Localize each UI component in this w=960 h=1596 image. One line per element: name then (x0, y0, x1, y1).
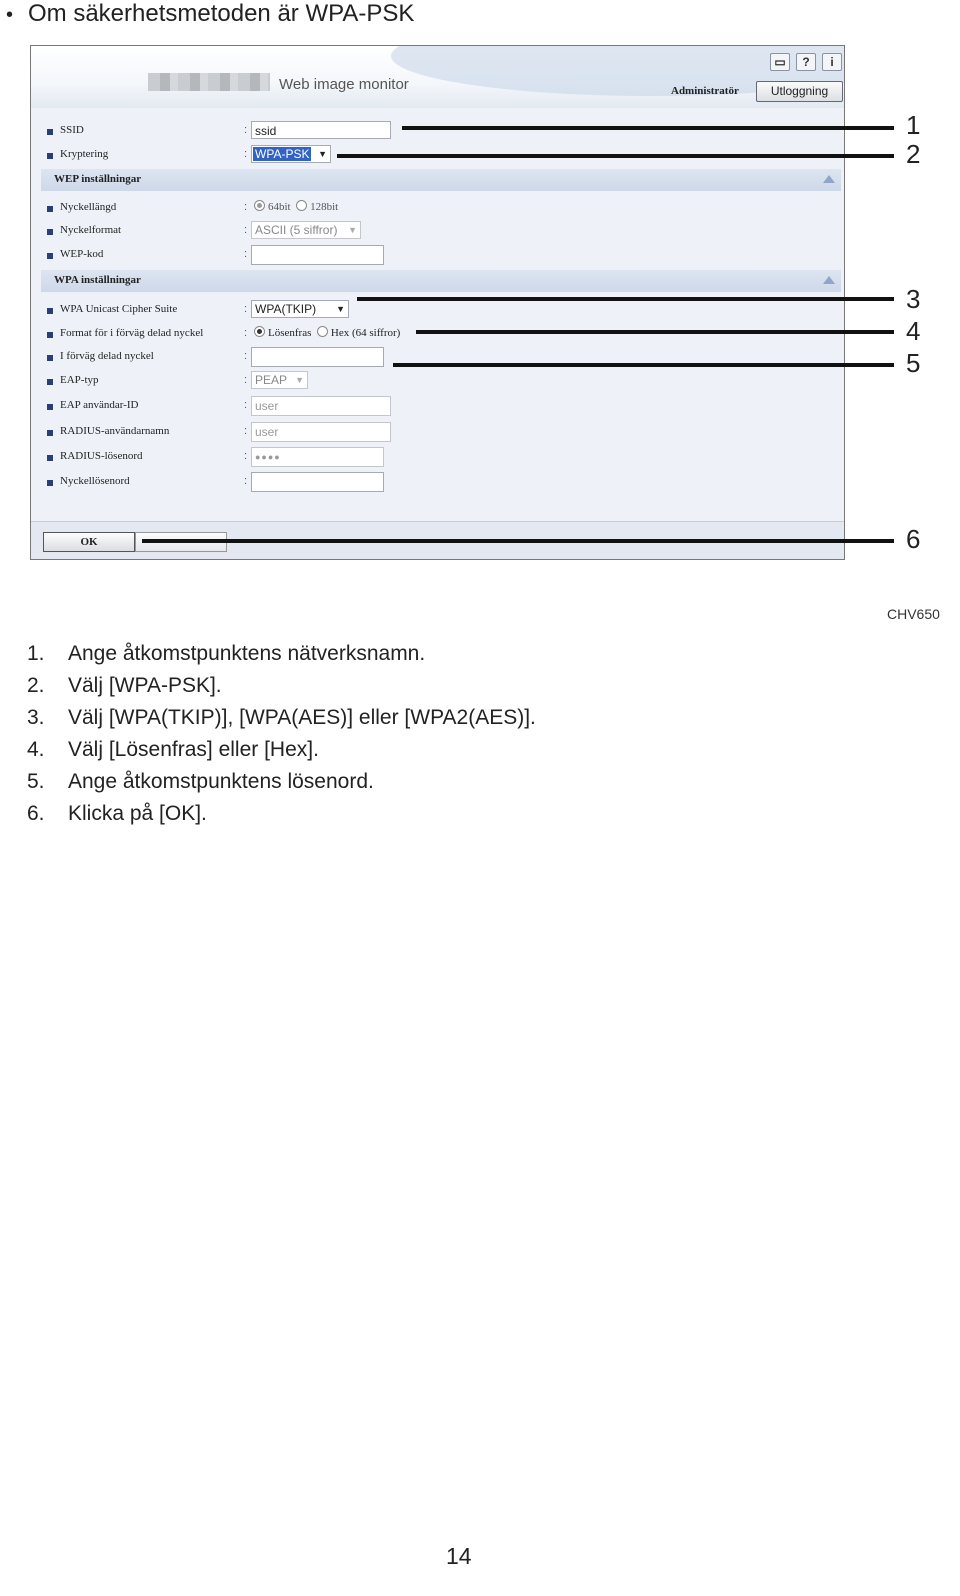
step-number: 1. (27, 642, 45, 665)
row-marker (47, 253, 53, 259)
eap-user-id-input[interactable]: user (251, 396, 391, 416)
key-password-row (31, 472, 844, 494)
colon: : (244, 303, 248, 315)
bullet: • (6, 4, 14, 26)
radio-hex-label: Hex (64 siffror) (330, 327, 401, 339)
radio-64bit-label: 64bit (268, 201, 291, 213)
cipher-suite-select[interactable] (251, 300, 349, 318)
ssid-label: SSID (60, 124, 84, 136)
psk-format-row (31, 324, 844, 346)
psk-input[interactable] (251, 347, 384, 367)
encryption-label: Kryptering (60, 148, 109, 160)
admin-label: Administratör (671, 85, 739, 97)
row-marker (47, 455, 53, 461)
cipher-suite-row (31, 300, 844, 322)
collapse-arrow-icon[interactable] (823, 276, 835, 284)
wep-code-row (31, 245, 844, 267)
step-text: Välj [WPA(TKIP)], [WPA(AES)] eller [WPA2(AES)]. (68, 706, 536, 729)
callout-line-1 (402, 126, 894, 130)
chevron-down-icon: ▼ (318, 149, 327, 159)
wpa-section-title: WPA inställningar (54, 274, 141, 286)
radius-user-label: RADIUS-användarnamn (60, 425, 170, 437)
list-item (27, 638, 536, 670)
help-icon[interactable]: ? (796, 53, 816, 71)
callout-number-6: 6 (906, 524, 921, 554)
psk-format-label: Format för i förväg delad nyckel (60, 327, 204, 339)
colon: : (244, 374, 248, 386)
key-password-label: Nyckellösenord (60, 475, 130, 487)
radius-password-row (31, 447, 844, 469)
radio-64bit[interactable] (254, 200, 265, 211)
eap-user-id-row (31, 396, 844, 418)
step-text: Ange åtkomstpunktens lösenord. (68, 770, 374, 793)
cipher-suite-label: WPA Unicast Cipher Suite (60, 303, 178, 315)
section-heading (6, 0, 414, 28)
colon: : (244, 124, 248, 136)
callout-number-4: 4 (906, 316, 921, 346)
row-marker (47, 355, 53, 361)
colon: : (244, 201, 248, 213)
wpa-section-header[interactable] (41, 270, 841, 292)
row-marker (47, 379, 53, 385)
ssid-input[interactable]: ssid (251, 121, 391, 139)
colon: : (244, 224, 248, 236)
psk-label: I förväg delad nyckel (60, 350, 154, 362)
key-format-value: ASCII (5 siffror) (255, 223, 338, 237)
key-format-label: Nyckelformat (60, 224, 122, 236)
collapse-arrow-icon[interactable] (823, 175, 835, 183)
step-number: 3. (27, 706, 45, 729)
list-item (27, 766, 536, 798)
colon: : (244, 350, 248, 362)
keyboard-icon[interactable]: ▭ (770, 53, 790, 71)
step-text: Välj [Lösenfras] eller [Hex]. (68, 738, 319, 761)
ok-button[interactable]: OK (43, 532, 135, 552)
blurred-logo (148, 73, 270, 91)
row-marker (47, 229, 53, 235)
step-text: Ange åtkomstpunktens nätverksnamn. (68, 642, 426, 665)
row-marker (47, 404, 53, 410)
callout-number-5: 5 (906, 348, 921, 378)
key-length-label: Nyckellängd (60, 201, 117, 213)
row-marker (47, 480, 53, 486)
key-length-radios (254, 200, 338, 213)
logout-button[interactable]: Utloggning (756, 81, 843, 102)
page-number: 14 (446, 1543, 472, 1569)
step-text: Klicka på [OK]. (68, 802, 207, 825)
radius-password-input[interactable]: ●●●● (251, 447, 384, 467)
chevron-down-icon: ▼ (348, 225, 357, 235)
callout-line-6 (142, 539, 894, 543)
step-number: 6. (27, 802, 45, 825)
colon: : (244, 399, 248, 411)
wep-code-input[interactable] (251, 245, 384, 265)
radio-passphrase-label: Lösenfras (268, 327, 312, 339)
radius-user-row (31, 422, 844, 444)
colon: : (244, 148, 248, 160)
list-item (27, 670, 536, 702)
callout-line-3 (357, 297, 894, 301)
ssid-row (31, 121, 844, 143)
eap-type-select[interactable] (251, 371, 308, 389)
row-marker (47, 430, 53, 436)
callout-number-1: 1 (906, 110, 921, 140)
step-text: Välj [WPA-PSK]. (68, 674, 222, 697)
row-marker (47, 332, 53, 338)
list-item (27, 734, 536, 766)
key-format-select[interactable] (251, 221, 361, 239)
eap-type-label: EAP-typ (60, 374, 99, 386)
eap-user-id-label: EAP användar-ID (60, 399, 139, 411)
encryption-select[interactable] (251, 145, 331, 163)
header-bar (31, 46, 844, 108)
app-title: Web image monitor (279, 76, 409, 93)
radio-passphrase[interactable] (254, 326, 265, 337)
eap-type-row (31, 371, 844, 393)
heading-text: Om säkerhetsmetoden är WPA-PSK (28, 0, 415, 27)
web-image-monitor-screenshot (30, 45, 845, 560)
list-item (27, 798, 536, 830)
colon: : (244, 248, 248, 260)
step-number: 2. (27, 674, 45, 697)
row-marker (47, 206, 53, 212)
radius-password-label: RADIUS-lösenord (60, 450, 143, 462)
callout-line-2 (337, 154, 894, 158)
row-marker (47, 308, 53, 314)
figure-code: CHV650 (887, 606, 940, 622)
radio-128bit[interactable] (296, 200, 307, 211)
info-icon[interactable]: i (822, 53, 842, 71)
colon: : (244, 425, 248, 437)
callout-line-4 (416, 330, 894, 334)
steps-list (27, 638, 536, 830)
colon: : (244, 450, 248, 462)
key-password-input[interactable] (251, 472, 384, 492)
step-number: 5. (27, 770, 45, 793)
step-number: 4. (27, 738, 45, 761)
chevron-down-icon: ▼ (336, 304, 345, 314)
callout-number-3: 3 (906, 284, 921, 314)
eap-type-value: PEAP (255, 373, 288, 387)
key-length-row (31, 198, 844, 220)
key-format-row (31, 221, 844, 243)
callout-line-5 (393, 363, 894, 367)
radio-hex[interactable] (317, 326, 328, 337)
list-item (27, 702, 536, 734)
cipher-suite-value: WPA(TKIP) (255, 302, 317, 316)
colon: : (244, 475, 248, 487)
colon: : (244, 327, 248, 339)
chevron-down-icon: ▼ (295, 375, 304, 385)
encryption-value: WPA-PSK (255, 147, 310, 161)
wep-section-title: WEP inställningar (54, 173, 142, 185)
row-marker (47, 153, 53, 159)
radius-user-input[interactable]: user (251, 422, 391, 442)
wep-code-label: WEP-kod (60, 248, 104, 260)
psk-format-radios (254, 326, 400, 339)
callout-number-2: 2 (906, 139, 921, 169)
radio-128bit-label: 128bit (310, 201, 339, 213)
row-marker (47, 129, 53, 135)
wep-section-header[interactable] (41, 169, 841, 191)
